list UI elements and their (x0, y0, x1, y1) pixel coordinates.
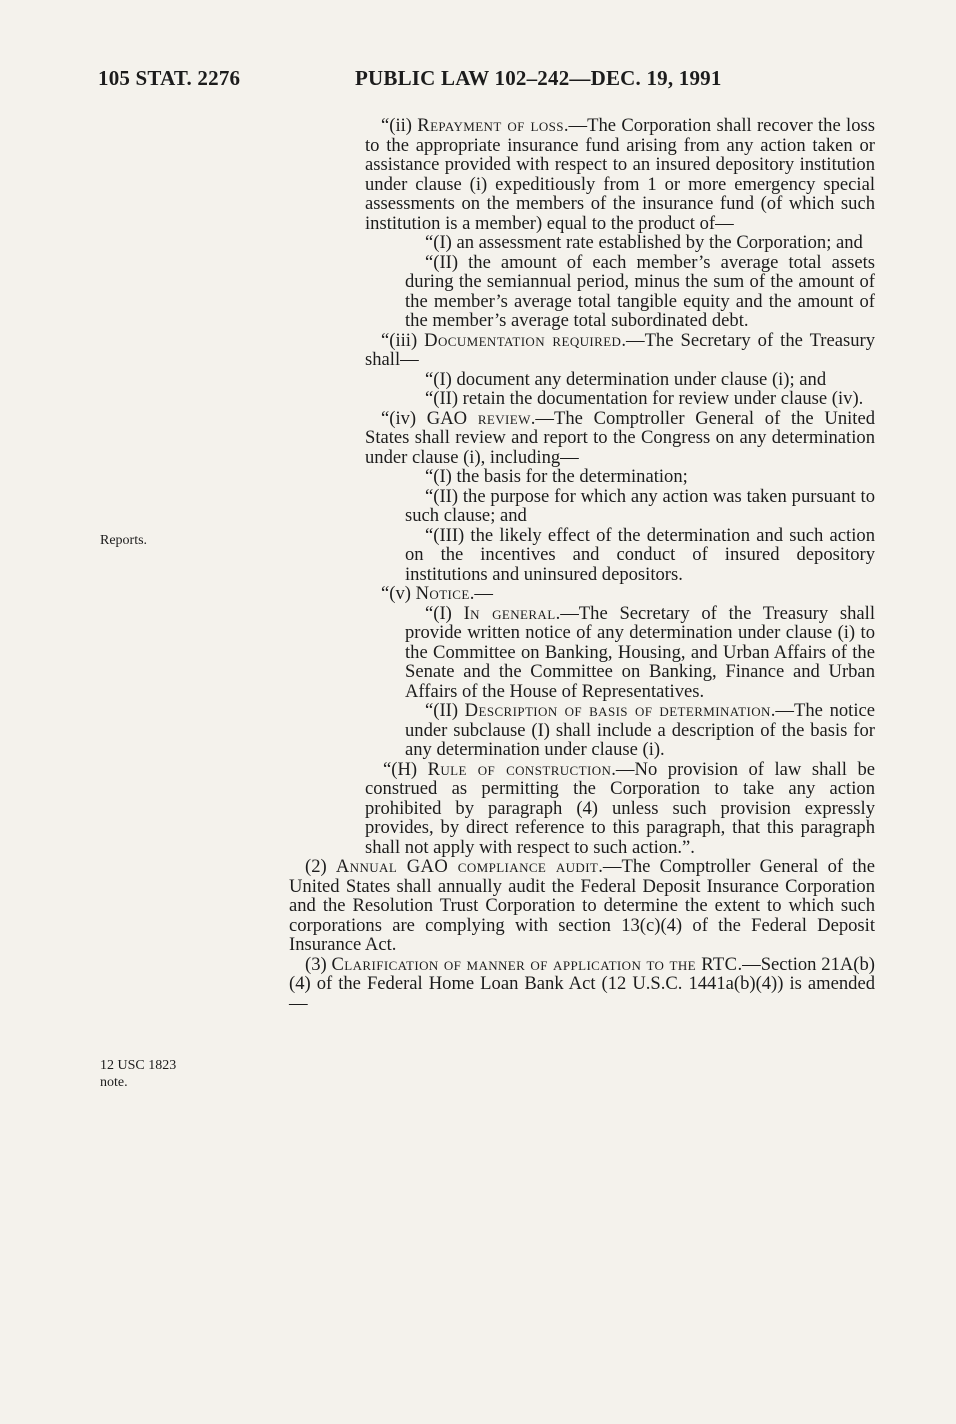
public-law-title: PUBLIC LAW 102–242—DEC. 19, 1991 (355, 66, 722, 90)
margin-note-usc-citation (100, 1057, 176, 1091)
clause-ii-repayment-of-loss: “(ii) Repayment of loss.—The Corporation shall recover the loss to the appropriate insurance fund arising from any action taken or assistance provided with respect to an insured depository institution under clause (i) expeditiously from 1 or more emergency special assessments on the members of the insurance fund (of which such institution is a member) equal to the product of— (365, 115, 875, 234)
clause-heading: Notice (415, 583, 470, 604)
paragraph-heading: Annual GAO compliance audit (335, 856, 599, 877)
margin-note-usc-line1: 12 USC 1823 (100, 1058, 177, 1073)
margin-note-usc-line2: note. (100, 1075, 128, 1090)
subclause-iv-I: “(I) the basis for the determination; (425, 466, 688, 487)
margin-note-reports-text: Reports. (100, 533, 148, 548)
subclause-heading: In general (463, 602, 556, 624)
statute-body (289, 116, 875, 1013)
subclause-iv-III: “(III) the likely effect of the determination and such action on the incentives and conduct of insured depository institutions and uninsured depositors. (405, 524, 875, 585)
paragraph-2-annual-gao-audit: (2) Annual GAO compliance audit.—The Comptroller General of the United States shall annually audit the Federal Deposit Insurance Corporation and the Resolution Trust Corporation to determine the extent to which such corporations are complying with section 13(c)(4) of the Federal Deposit Insurance Act. (289, 856, 875, 955)
subparagraph-H-rule-of-construction: “(H) Rule of construction.—No provision of law shall be construed as permitting the Corporation to take any action prohibited by paragraph (4) unless such provision expressly provides, by direct reference to this paragraph, that this paragraph shall not apply with respect to such action.”. (365, 758, 876, 858)
clause-heading: Repayment of loss (417, 115, 564, 136)
margin-note-reports (100, 532, 147, 549)
subclause-v-I-in-general: “(I) In general.—The Secretary of the Treasury shall provide written notice of any determination under clause (i) to the Committee on Banking, Housing, and Urban Affairs of the Senate and the Committee on Banking, Finance and Urban Affairs of the House of Representatives. (405, 602, 876, 702)
subclause-iv-II: “(II) the purpose for which any action was taken pursuant to such clause; and (405, 485, 875, 526)
stat-page-reference: 105 STAT. 2276 (98, 66, 241, 90)
paragraph-heading: Clarification of manner of application to the RTC (331, 953, 738, 975)
subclause-ii-I: “(I) an assessment rate established by the Corporation; and (425, 232, 863, 253)
subclause-v-II-description: “(II) Description of basis of determination.—The notice under subclause (I) shall include a description of the basis for any determination under clause (i). (405, 700, 875, 760)
clause-heading: Documentation required (424, 329, 622, 351)
clause-heading: review (477, 407, 531, 429)
subclause-iii-I: “(I) document any determination under clause (i); and (425, 368, 827, 390)
clause-iii-documentation-required: “(iii) Documentation required.—The Secretary of the Treasury shall— (365, 329, 875, 370)
clause-iv-gao-review: “(iv) GAO review.—The Comptroller General of the United States shall review and report to the Congress on any determination under clause (i), including— (365, 407, 875, 468)
subclause-heading: Description of basis of determination (464, 700, 771, 721)
clause-v-notice: “(v) Notice.— (381, 583, 493, 604)
subclause-ii-II: “(II) the amount of each member’s average total assets during the semiannual period, minus the sum of the amount of the member’s average total tangible equity and the amount of the member’s average total subordinated debt. (405, 251, 875, 331)
paragraph-3-clarification-rtc: (3) Clarification of manner of application to the RTC.—Section 21A(b)(4) of the Federal Home Loan Bank Act (12 U.S.C. 1441a(b)(4)) is amended— (289, 953, 875, 1014)
subparagraph-heading: Rule of construction (427, 758, 612, 780)
subclause-iii-II: “(II) retain the documentation for review under clause (iv). (425, 388, 864, 409)
